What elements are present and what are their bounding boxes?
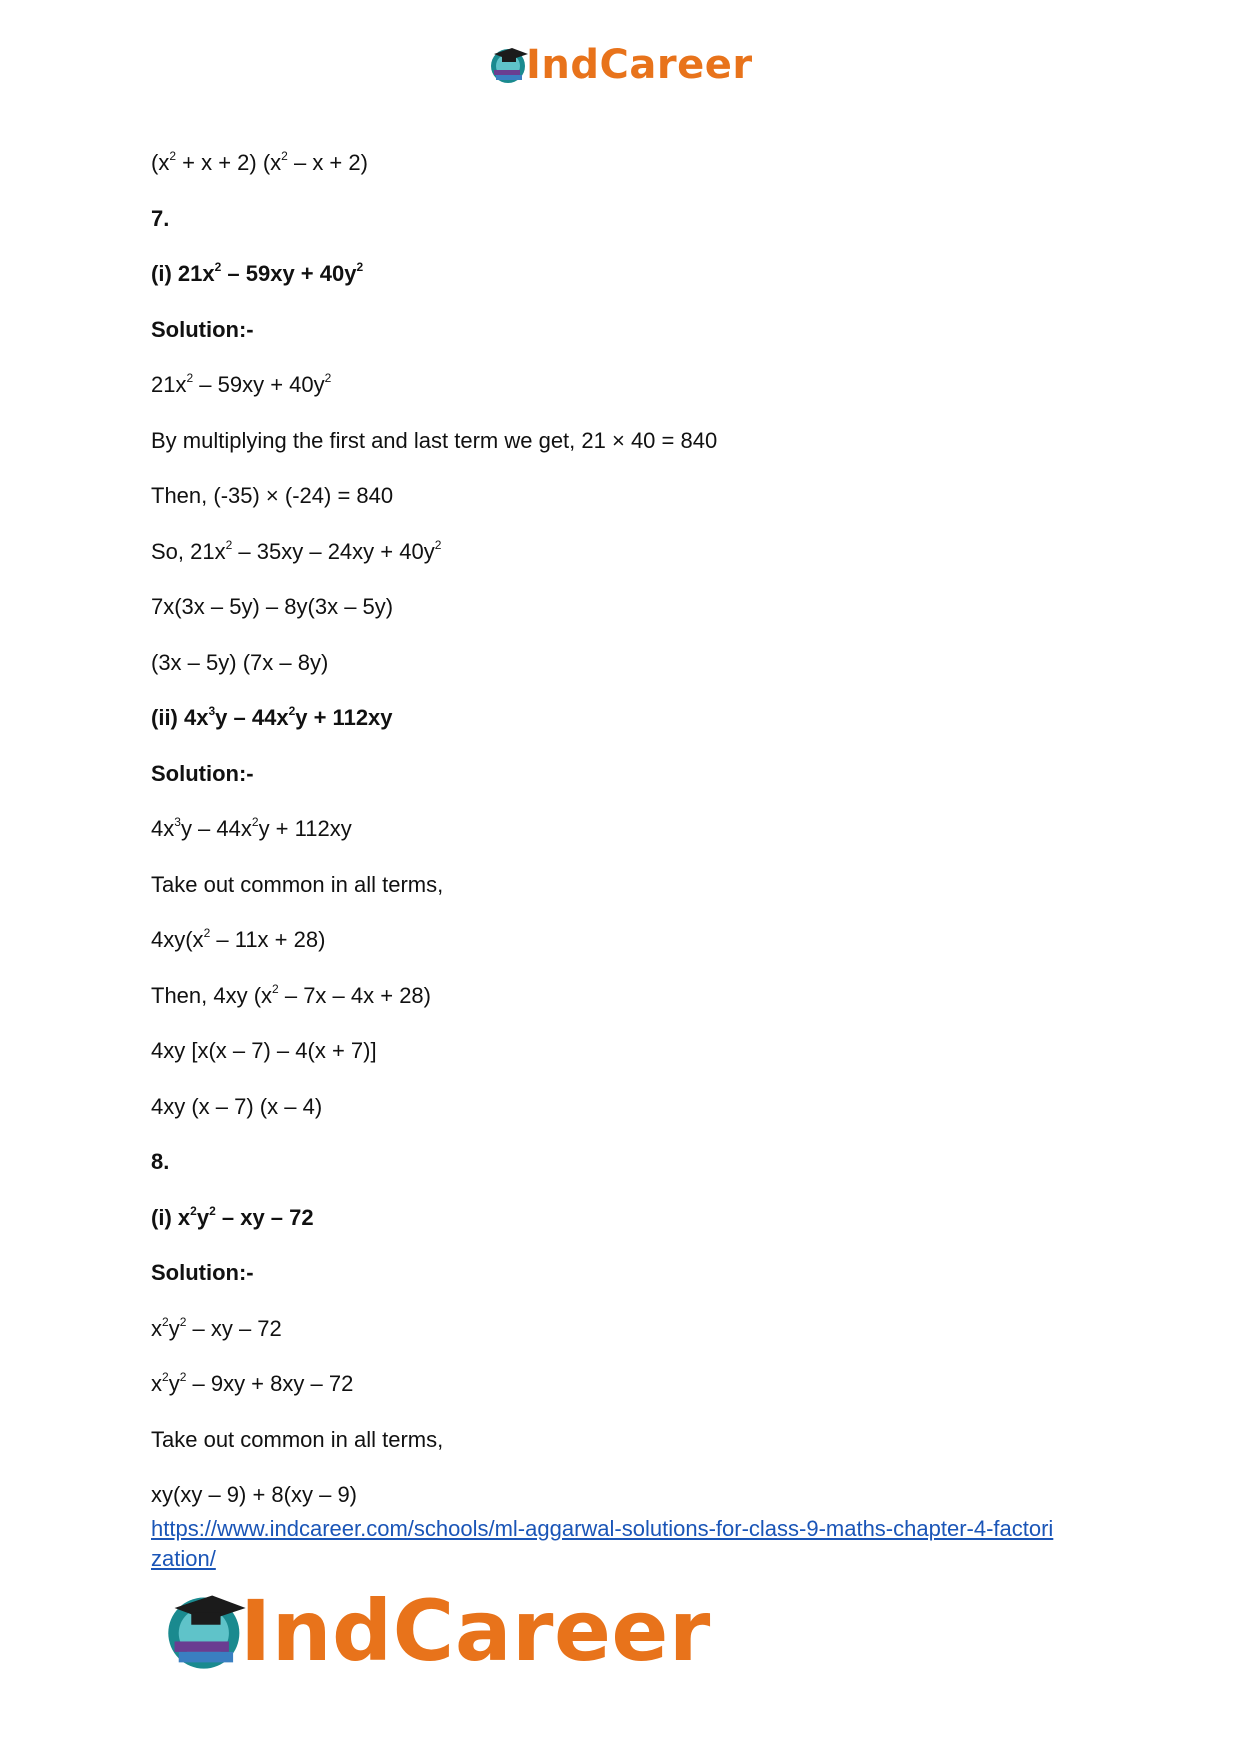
- text-segment: 7x(3x – 5y) – 8y(3x – 5y): [151, 594, 394, 619]
- content-line: [151, 428, 717, 454]
- exponent: 3: [208, 703, 216, 718]
- text-segment: – 35xy – 24xy + 40y: [232, 539, 435, 564]
- content-line: [151, 1205, 314, 1231]
- text-segment: – 59xy + 40y: [193, 372, 325, 397]
- exponent: 2: [251, 814, 259, 829]
- content-line: [151, 317, 254, 343]
- text-segment: 4xy(x: [151, 927, 204, 952]
- text-segment: y – 44x: [180, 816, 252, 841]
- text-segment: (i) 21x: [151, 261, 215, 286]
- content-line: [151, 539, 441, 565]
- content-line: [151, 261, 363, 287]
- text-segment: (ii) 4x: [151, 705, 209, 730]
- text-segment: x: [151, 1316, 162, 1341]
- content-line: [151, 816, 352, 842]
- text-segment: 8.: [151, 1149, 170, 1174]
- content-line: [151, 761, 254, 787]
- text-segment: x: [151, 1371, 162, 1396]
- text-segment: 4xy [x(x – 7) – 4(x + 7)]: [151, 1038, 377, 1063]
- content-line: [151, 872, 443, 898]
- source-link-line2: zation/: [151, 1546, 216, 1571]
- text-segment: + x + 2) (x: [176, 150, 282, 175]
- text-segment: y: [168, 1371, 180, 1396]
- content-line: [151, 483, 393, 509]
- exponent: 2: [281, 148, 288, 163]
- content-line: [151, 1482, 357, 1508]
- text-segment: (x: [151, 150, 170, 175]
- content-line: [151, 372, 331, 398]
- text-segment: – 59xy + 40y: [221, 261, 357, 286]
- content-line: [151, 594, 393, 620]
- content-line: [151, 1149, 169, 1175]
- text-segment: y: [168, 1316, 180, 1341]
- content-line: [151, 150, 368, 176]
- text-segment: – 7x – 4x + 28): [278, 983, 431, 1008]
- content-line: [151, 206, 169, 232]
- exponent: 2: [162, 1314, 169, 1329]
- content-line: [151, 1371, 353, 1397]
- text-segment: y + 112xy: [258, 816, 352, 841]
- brand-wordmark: IndCareer: [240, 1582, 711, 1680]
- content-line: [151, 705, 393, 731]
- exponent: 2: [272, 981, 279, 996]
- exponent: 2: [186, 370, 194, 385]
- text-segment: – xy – 72: [186, 1316, 282, 1341]
- content-line: [151, 927, 325, 953]
- exponent: 2: [169, 148, 177, 163]
- text-segment: By multiplying the first and last term we get, 21 × 40 = 840: [151, 428, 718, 453]
- text-segment: – 11x + 28): [210, 927, 326, 952]
- text-segment: Solution:-: [151, 317, 254, 342]
- exponent: 2: [209, 1203, 216, 1218]
- exponent: 2: [288, 703, 296, 718]
- exponent: 2: [214, 259, 222, 274]
- exponent: 3: [174, 814, 181, 829]
- exponent: 2: [179, 1369, 187, 1384]
- content-line: [151, 1260, 254, 1286]
- text-segment: 4x: [151, 816, 175, 841]
- text-segment: (i) x: [151, 1205, 191, 1230]
- text-segment: 4xy (x – 7) (x – 4): [151, 1094, 323, 1119]
- source-link-line1: https://www.indcareer.com/schools/ml-aggarwal-solutions-for-class-9-maths-chapter-4-factori: [151, 1516, 1054, 1541]
- header-logo: [488, 42, 753, 88]
- text-segment: So, 21x: [151, 539, 226, 564]
- content-line: [151, 1094, 322, 1120]
- text-segment: y: [196, 1205, 210, 1230]
- text-segment: Then, 4xy (x: [151, 983, 273, 1008]
- source-link[interactable]: [151, 1514, 1111, 1574]
- text-segment: xy(xy – 9) + 8(xy – 9): [151, 1482, 358, 1507]
- text-segment: Solution:-: [151, 761, 254, 786]
- text-segment: Then, (-35) × (-24) = 840: [151, 483, 394, 508]
- exponent: 2: [162, 1369, 169, 1384]
- exponent: 2: [434, 537, 442, 552]
- content-line: [151, 1316, 282, 1342]
- exponent: 2: [356, 259, 364, 274]
- exponent: 2: [179, 1314, 187, 1329]
- exponent: 2: [190, 1203, 197, 1218]
- text-segment: 21x: [151, 372, 187, 397]
- content-line: [151, 983, 431, 1009]
- footer-logo: [162, 1582, 711, 1680]
- text-segment: Take out common in all terms,: [151, 1427, 444, 1452]
- exponent: 2: [324, 370, 332, 385]
- content-line: [151, 650, 328, 676]
- text-segment: 7.: [151, 206, 170, 231]
- content-line: [151, 1038, 377, 1064]
- text-segment: y – 44x: [215, 705, 289, 730]
- text-segment: (3x – 5y) (7x – 8y): [151, 650, 329, 675]
- brand-wordmark: IndCareer: [526, 42, 753, 88]
- text-segment: Solution:-: [151, 1260, 254, 1285]
- text-segment: – xy – 72: [215, 1205, 314, 1230]
- text-segment: – x + 2): [287, 150, 368, 175]
- text-segment: – 9xy + 8xy – 72: [186, 1371, 354, 1396]
- exponent: 2: [203, 925, 211, 940]
- text-segment: Take out common in all terms,: [151, 872, 444, 897]
- exponent: 2: [225, 537, 233, 552]
- content-line: [151, 1427, 443, 1453]
- text-segment: y + 112xy: [295, 705, 393, 730]
